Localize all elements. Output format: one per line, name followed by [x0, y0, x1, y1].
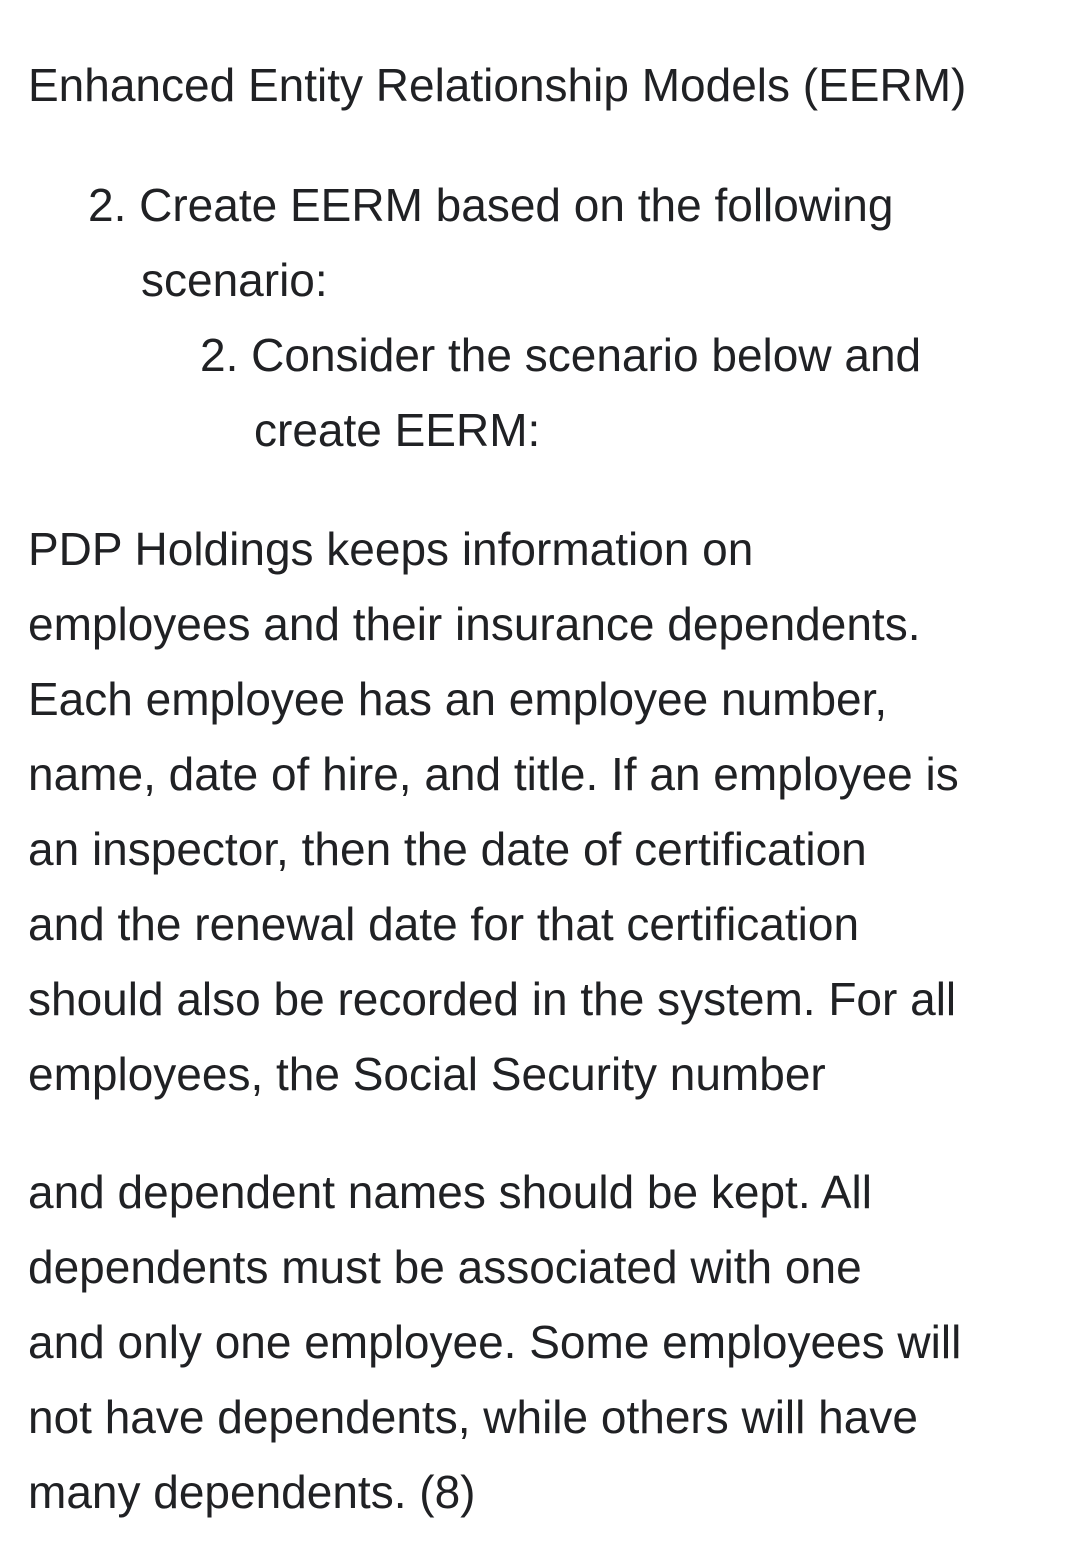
paragraph-line: name, date of hire, and title. If an employee is [28, 748, 959, 800]
sublist-item-2-line-1: 2. Consider the scenario below and [200, 329, 922, 381]
list-item-1-line-2: scenario: [141, 254, 328, 306]
paragraph-line: PDP Holdings keeps information on [28, 523, 754, 575]
paragraph-line: should also be recorded in the system. For all [28, 973, 957, 1025]
paragraph-line: and the renewal date for that certification [28, 898, 860, 950]
sublist-item-2-line-2: create EERM: [254, 404, 541, 456]
paragraph-line: and only one employee. Some employees will [28, 1316, 962, 1368]
paragraph-line: employees and their insurance dependents. [28, 598, 921, 650]
paragraph-line: and dependent names should be kept. All [28, 1166, 872, 1218]
paragraph-line: employees, the Social Security number [28, 1048, 826, 1100]
scenario-paragraph-1 [28, 512, 959, 1112]
list-item-1-line-1: 2. Create EERM based on the following [88, 179, 894, 231]
paragraph-line: many dependents. (8) [28, 1466, 476, 1518]
paragraph-line: an inspector, then the date of certification [28, 823, 867, 875]
paragraph-line: dependents must be associated with one [28, 1241, 862, 1293]
paragraph-line: not have dependents, while others will have [28, 1391, 918, 1443]
paragraph-line: Each employee has an employee number, [28, 673, 888, 725]
scenario-paragraph-2 [28, 1155, 961, 1530]
document-title: Enhanced Entity Relationship Models (EERM) [28, 59, 967, 111]
